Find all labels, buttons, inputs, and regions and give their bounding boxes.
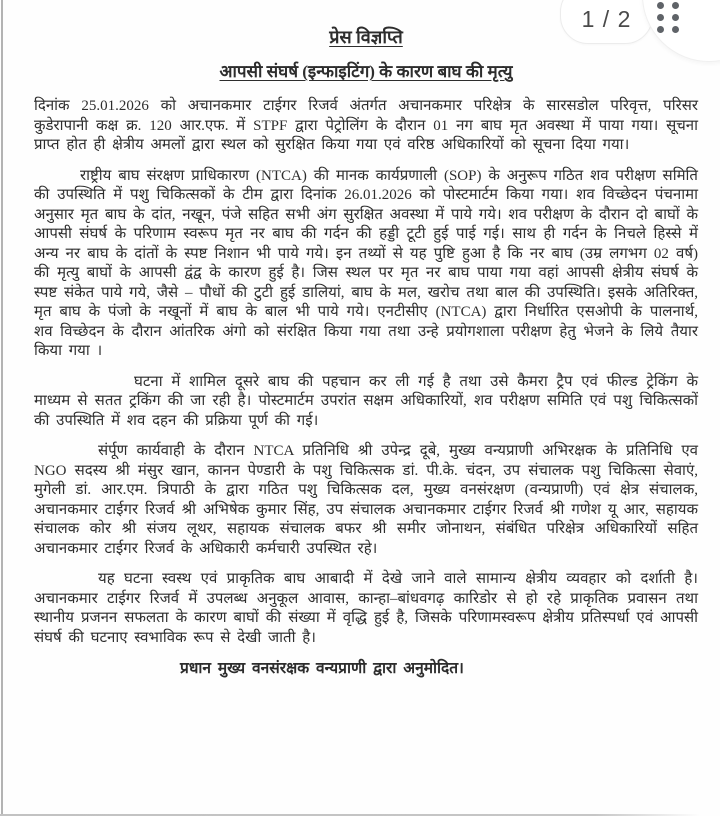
press-release-subtitle bbox=[34, 61, 698, 83]
dot bbox=[672, 26, 679, 33]
grid-dots-icon[interactable] bbox=[657, 2, 679, 33]
paragraph-conclusion: यह घटना स्वस्थ एवं प्राकृतिक बाघ आबादी में देखे जाने वाले सामान्य क्षेत्रीय व्यवहार को दर्शाती है। अचानकमार टाईगर रिजर्व में उपलब्ध अनुकूल आवास, कान्हा–बांधवगढ़ कारिडोर से हो रहे प्राकृतिक प्रवासन तथा स्थानीय प्रजनन सफलता के कारण बाघों की संख्या में वृद्धि हुई है, जिसके परिणामस्वरूप क्षेत्रीय प्रतिस्पर्धा एवं आपसी संघर्ष की घटनाए स्वभाविक रूप से देखी जाती है। bbox=[34, 571, 698, 646]
dot bbox=[672, 2, 679, 9]
dot bbox=[672, 14, 679, 21]
press-release-subtitle-text: आपसी संघर्ष (इन्फाइटिंग) के कारण बाघ की मृत्यु bbox=[219, 62, 513, 81]
dot bbox=[657, 26, 664, 33]
paragraph-second-tiger: घटना में शामिल दूसरे बाघ की पहचान कर ली गई है तथा उसे कैमरा ट्रैप एवं फील्ड ट्रेकिंग के माध्यम से सतत ट्रकिंग की जा रही है। पोस्टमार्टम उपरांत सक्षम अधिकारियों, शव परीक्षण समिति एवं पशु चिकित्सकों की उपस्थिति में शव दहन की प्रक्रिया पूर्ण की गई। bbox=[34, 373, 698, 429]
page-indicator bbox=[560, 0, 653, 44]
dot bbox=[657, 2, 664, 9]
page-indicator-text: 1 / 2 bbox=[581, 6, 632, 32]
dot bbox=[657, 14, 664, 21]
paragraph-officials: संर्पूण कार्यवाही के दौरान NTCA प्रतिनिधि श्री उपेन्द्र दूबे, मुख्य वन्यप्राणी अभिरक्षक के प्रतिनिधि एव NGO सदस्य श्री मंसुर खान, कानन पेण्डारी के पशु चिकित्सक डां. पी.के. चंदन, उप संचालक पशु चिकित्सा सेवाएं, मुगेली डां. आर.एम. त्रिपाठी के द्वारा गठित पशु चिकित्सक दल, मुख्य वनसंरक्षण (वन्यप्राणी) एवं क्षेत्र संचालक, अचानकमार टाईगर रिजर्व श्री अभिषेक कुमार सिंह, उप संचालक अचानकमार टाईगर रिजर्व श्री गणेश यू आर, सहायक संचालक कोर श्री संजय लूथर, सहायक संचालक बफर श्री समीर जोनाथन, संबंधित परिक्षेत्र अधिकारियों सहित अचानकमार टाईगर रिजर्व के अधिकारी कर्मचारी उपस्थित रहे। bbox=[34, 443, 698, 557]
press-release-title-text: प्रेस विज्ञप्ति bbox=[329, 27, 403, 47]
paragraph-incident: दिनांक 25.01.2026 को अचानकमार टाईगर रिजर्व अंतर्गत अचानकमार परिक्षेत्र के सारसडोल परिवृत्त, परिसर कुडेरापानी कक्ष क्र. 120 आर.एफ. में STPF द्वारा पेट्रोलिंग के दौरान 01 नग बाघ मृत अवस्था में पाया गया। सूचना प्राप्त होत ही क्षेत्रीय अमलों द्वारा स्थल को सुरक्षित किया गया एवं वरिष्ठ अधिकारियों को सूचना दिया गया। bbox=[34, 98, 698, 153]
paragraph-postmortem: राष्ट्रीय बाघ संरक्षण प्राधिकारण (NTCA) की मानक कार्यप्रणाली (SOP) के अनुरूप गठित शव परीक्षण समिति की उपस्थिति में पशु चिकित्सकों के टीम द्वारा दिनांक 26.01.2026 को पोस्टमार्टम किया गया। शव विच्छेदन पंचनामा अनुसार मृत बाघ के दांत, नखून, पंजे सहित सभी अंग सुरक्षित अवस्था में पाये गये। शव परीक्षण के दौरान दो बाघों के आपसी संघर्ष के परिणाम स्वरूप मृत नर बाघ की गर्दन की हड्डी टूटी हुई पाई गई। साथ ही गर्दन के निचले हिस्से में अन्य नर बाघ के दांतों के स्पष्ट निशान भी पाये गये। इन तथ्यों से यह पुष्टि हुआ है कि नर बाघ (उम्र लगभग 02 वर्ष) की मृत्यु बाघों के आपसी द्वंद्व के कारण हुई है। जिस स्थल पर मृत नर बाघ पाया गया वहां आपसी क्षेत्रीय संघर्ष के स्पष्ट संकेत पाये गये, जैसे – पौधों की टुटी हुई डालियां, बाघ के मल, खरोच तथा बाल की उपस्थिति। इसके अतिरिक्त, मृत बाघ के पंजो के नखूनों में बाघ के बाल भी पाये गये। एनटीसीए (NTCA) द्वारा निर्धारित एसओपी के पालनार्थ, शव विच्छेदन के दौरान आंतरिक अंगो को संरक्षित किया गया तथा उन्हे प्रयोगशाला परीक्षण हेतु भेजने के लिये तैयार किया गया । bbox=[34, 167, 698, 359]
approval-line: प्रधान मुख्य वनसंरक्षक वन्यप्राणी द्वारा अनुमोदित। bbox=[180, 660, 464, 677]
